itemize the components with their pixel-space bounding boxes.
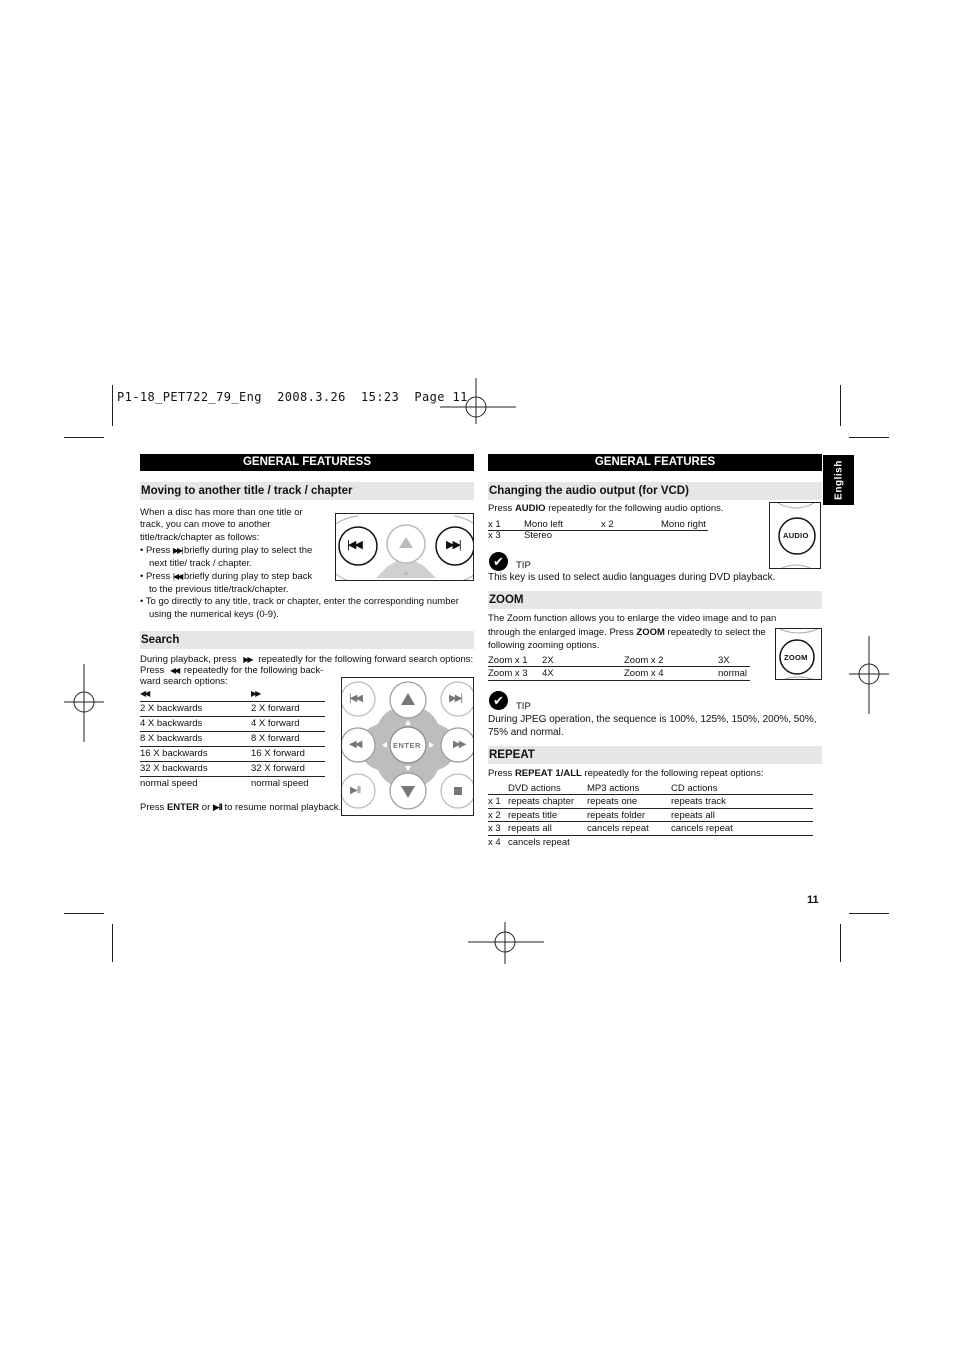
search-row-backward: 2 X backwards xyxy=(140,703,203,714)
zoom-row-1-a: Zoom x 1 xyxy=(488,655,528,666)
zoom-row-1-d: 3X xyxy=(718,655,730,666)
audio-tip-text: This key is used to select audio languages during DVD playback. xyxy=(488,572,776,583)
crop-mark xyxy=(840,924,841,962)
tip-check-icon: ✔ xyxy=(489,552,508,571)
zoom-row-1-b: 2X xyxy=(542,655,554,666)
previous-key-icon: |◀◀ xyxy=(347,539,361,551)
audio-button-label: AUDIO xyxy=(783,531,809,540)
search-row-backward: 32 X backwards xyxy=(140,763,208,774)
repeat-intro: Press REPEAT 1/ALL repeatedly for the following repeat options: xyxy=(488,768,764,779)
search-row-forward: 8 X forward xyxy=(251,733,300,744)
registration-mark-bottom xyxy=(468,922,544,964)
repeat-header-cell: MP3 actions xyxy=(587,783,640,794)
repeat-header-cell: CD actions xyxy=(671,783,718,794)
repeat-cell: cancels repeat xyxy=(671,823,733,834)
rewind-key-icon: ◀◀ xyxy=(349,739,361,750)
search-line-3: ward search options: xyxy=(140,676,228,687)
repeat-cell: repeats track xyxy=(671,796,726,807)
rewind-icon: ◀◀ xyxy=(169,666,179,675)
zoom-line-1: The Zoom function allows you to enlarge the video image and to pan xyxy=(488,613,777,624)
search-row-backward: 4 X backwards xyxy=(140,718,203,729)
print-header: P1-18_PET722_79_Eng 2008.3.26 15:23 Page 11 xyxy=(117,390,468,404)
zoom-table-rule-2 xyxy=(488,680,750,681)
search-row-forward: normal speed xyxy=(251,778,309,789)
crop-mark xyxy=(64,913,104,914)
moving-bullet-2: • Press |◀◀ briefly during play to step back xyxy=(140,571,313,582)
repeat-cell: repeats title xyxy=(508,809,558,821)
repeat-row-rule xyxy=(488,808,813,809)
zoom-tip-text-2: 75% and normal. xyxy=(488,727,564,738)
search-row-rule xyxy=(140,746,325,747)
skip-keys-illustration xyxy=(335,513,474,581)
moving-intro-2: track, you can move to another xyxy=(140,519,271,530)
repeat-header-cell: DVD actions xyxy=(508,783,561,794)
search-resume: Press ENTER or ▶II to resume normal playback. xyxy=(140,802,342,813)
crop-mark xyxy=(849,913,889,914)
audio-tip-label: TIP xyxy=(516,560,531,571)
repeat-cell: repeats folder xyxy=(587,809,646,821)
registration-mark-right xyxy=(849,636,889,714)
search-row-rule xyxy=(140,776,325,777)
audio-intro: Press AUDIO repeatedly for the following audio options. xyxy=(488,503,724,514)
search-row-rule xyxy=(140,716,325,717)
zoom-line-3: following zooming options. xyxy=(488,640,600,651)
fast-forward-icon: ▶▶ xyxy=(243,655,252,664)
audio-row-1-count2: x 2 xyxy=(601,519,614,530)
crop-mark xyxy=(840,385,841,426)
zoom-button-illustration xyxy=(775,628,822,680)
audio-row-1-option2: Mono right xyxy=(661,519,706,530)
search-line-1: During playback, press ▶▶ repeatedly for the following forward search options: xyxy=(140,654,474,665)
repeat-row-rule xyxy=(488,794,813,795)
search-col-fwd-icon: ▶▶ xyxy=(251,689,260,698)
moving-intro-3: title/track/chapter as follows: xyxy=(140,532,260,543)
zoom-tip-text-1: During JPEG operation, the sequence is 100%, 125%, 150%, 200%, 50%, xyxy=(488,714,817,725)
left-section-title: GENERAL FEATURESS xyxy=(140,454,474,471)
repeat-cell: x 1 xyxy=(488,796,501,807)
search-line-2: Press ◀◀ repeatedly for the following back- xyxy=(140,665,324,676)
zoom-row-2-c: Zoom x 4 xyxy=(624,668,664,679)
moving-bullet-1-cont: next title/ track / chapter. xyxy=(149,558,252,569)
enter-key-label: ENTER xyxy=(393,741,421,750)
zoom-row-1-c: Zoom x 2 xyxy=(624,655,664,666)
zoom-title: ZOOM xyxy=(488,591,822,609)
registration-mark-left xyxy=(64,664,104,742)
audio-row-2-count: x 3 xyxy=(488,530,501,541)
moving-bullet-2-cont: to the previous title/track/chapter. xyxy=(149,584,289,595)
moving-bullet-3-cont: using the numerical keys (0-9). xyxy=(149,609,279,620)
audio-button-illustration xyxy=(769,502,821,569)
next-icon: ▶▶| xyxy=(172,546,182,555)
moving-title: Moving to another title / track / chapter xyxy=(140,482,474,500)
audio-row-1-option: Mono left xyxy=(524,519,564,530)
audio-row-1-count: x 1 xyxy=(488,519,501,530)
next-key-icon: ▶▶| xyxy=(446,539,460,551)
search-row-backward: 8 X backwards xyxy=(140,733,203,744)
repeat-cell: repeats all xyxy=(508,823,552,834)
play-pause-icon: ▶II xyxy=(212,802,222,812)
repeat-cell: repeats one xyxy=(587,796,638,807)
repeat-cell: x 3 xyxy=(488,823,501,834)
zoom-table-rule-1 xyxy=(488,666,750,667)
navigation-keypad-illustration xyxy=(341,677,474,816)
fast-forward-key-icon: ▶▶ xyxy=(453,739,465,750)
repeat-cell: cancels repeat xyxy=(508,836,570,848)
language-tab-label: English xyxy=(833,460,844,500)
audio-title: Changing the audio output (for VCD) xyxy=(488,482,822,500)
zoom-tip-label: TIP xyxy=(516,701,531,712)
language-tab xyxy=(823,455,854,505)
search-row-backward: normal speed xyxy=(140,778,198,789)
zoom-button-label: ZOOM xyxy=(784,653,808,662)
crop-mark xyxy=(112,385,113,426)
repeat-row-rule xyxy=(488,835,813,836)
crop-mark xyxy=(112,924,113,962)
right-section-title: GENERAL FEATURES xyxy=(488,454,822,471)
crop-mark xyxy=(64,437,104,438)
play-pause-key-icon: ▶II xyxy=(350,785,361,796)
previous-key-icon: |◀◀ xyxy=(349,693,361,704)
repeat-cell: cancels repeat xyxy=(587,823,649,834)
repeat-cell: repeats all xyxy=(671,809,715,821)
repeat-cell: x 4 xyxy=(488,836,501,848)
zoom-line-2: through the enlarged image. Press ZOOM repeatedly to select the xyxy=(488,627,766,638)
zoom-row-2-d: normal xyxy=(718,668,748,679)
search-row-backward: 16 X backwards xyxy=(140,748,208,759)
search-col-back-icon: ◀◀ xyxy=(140,689,149,698)
search-row-forward: 16 X forward xyxy=(251,748,305,759)
crop-mark xyxy=(849,437,889,438)
previous-icon: |◀◀ xyxy=(172,572,182,581)
moving-intro-1: When a disc has more than one title or xyxy=(140,507,303,518)
search-row-rule xyxy=(140,731,325,732)
next-key-icon: ▶▶| xyxy=(449,693,461,704)
search-table-rule xyxy=(140,701,325,702)
search-row-forward: 32 X forward xyxy=(251,763,305,774)
repeat-title: REPEAT xyxy=(488,746,822,764)
repeat-row-rule xyxy=(488,821,813,822)
repeat-cell: x 2 xyxy=(488,809,501,821)
repeat-cell: repeats chapter xyxy=(508,796,575,807)
search-title: Search xyxy=(140,631,474,649)
zoom-row-2-a: Zoom x 3 xyxy=(488,668,528,679)
search-row-forward: 4 X forward xyxy=(251,718,300,729)
moving-bullet-3: • To go directly to any title, track or chapter, enter the corresponding number xyxy=(140,596,459,607)
page-number: 11 xyxy=(807,894,819,906)
search-row-forward: 2 X forward xyxy=(251,703,300,714)
tip-check-icon: ✔ xyxy=(489,691,508,710)
audio-table-rule xyxy=(488,530,708,531)
search-row-rule xyxy=(140,761,325,762)
moving-bullet-1: • Press ▶▶| briefly during play to select the xyxy=(140,545,313,556)
audio-row-2-option: Stereo xyxy=(524,530,552,541)
zoom-row-2-b: 4X xyxy=(542,668,554,679)
